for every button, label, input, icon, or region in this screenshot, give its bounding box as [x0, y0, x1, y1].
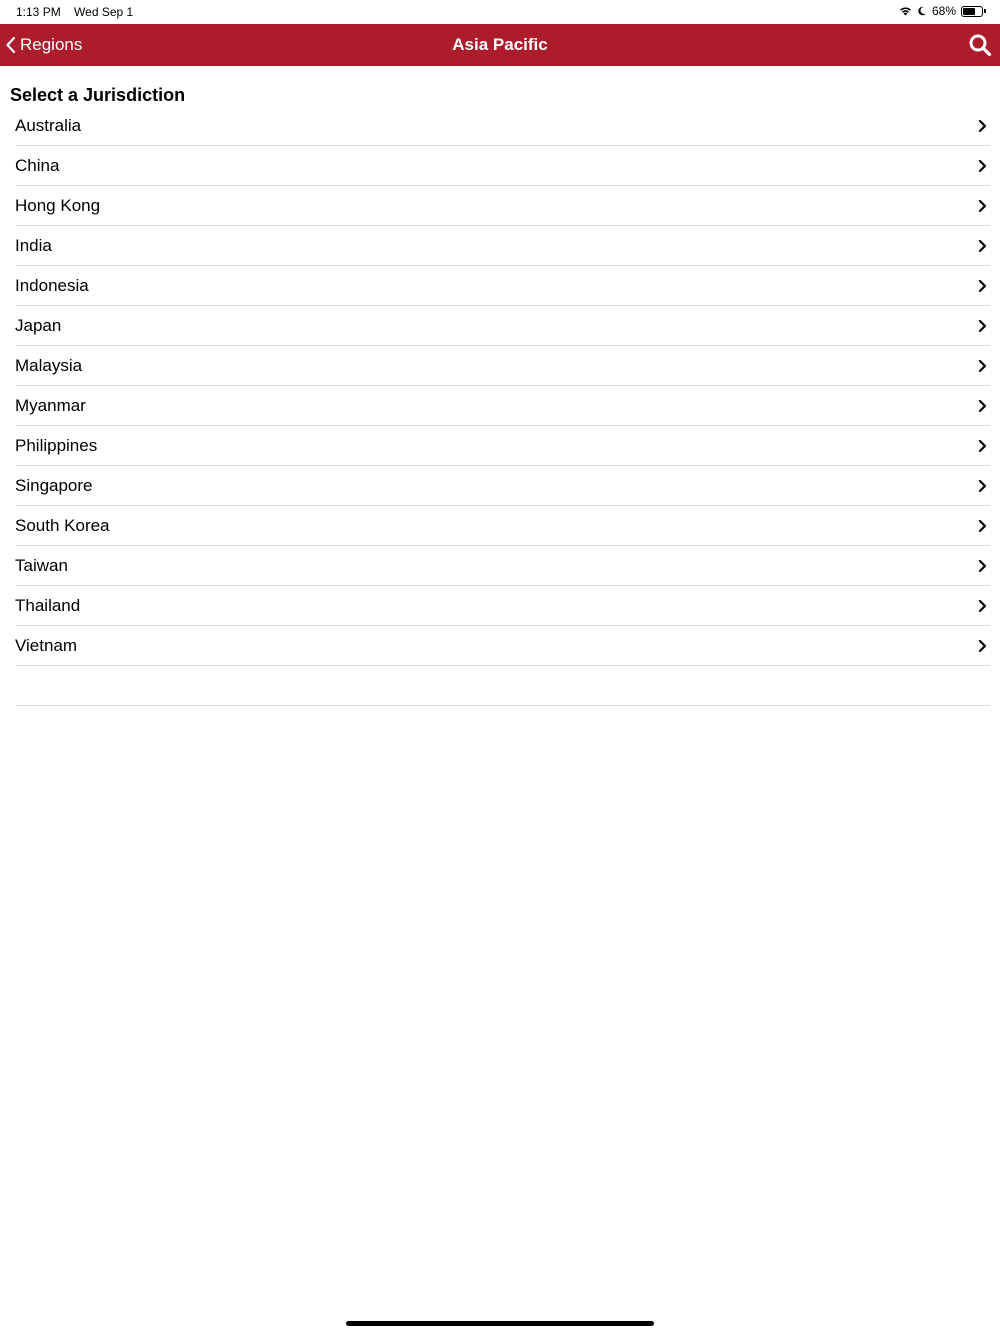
list-item-label: Indonesia [15, 275, 89, 295]
chevron-right-icon [976, 159, 988, 173]
status-date: Wed Sep 1 [74, 5, 134, 19]
status-indicators [899, 4, 986, 18]
list-item[interactable] [15, 186, 990, 226]
back-button-label: Regions [20, 35, 83, 54]
list-item[interactable] [15, 146, 990, 186]
chevron-right-icon [976, 359, 988, 373]
list-item[interactable] [15, 226, 990, 266]
list-item[interactable] [15, 386, 990, 426]
list-item-label: Malaysia [15, 355, 83, 375]
search-icon[interactable] [968, 33, 992, 57]
list-item[interactable] [15, 306, 990, 346]
chevron-right-icon [976, 439, 988, 453]
list-item-label: Taiwan [15, 555, 68, 575]
list-item[interactable] [15, 586, 990, 626]
status-bar [0, 0, 1000, 24]
list-item[interactable] [15, 546, 990, 586]
chevron-right-icon [976, 119, 988, 133]
jurisdiction-list [15, 106, 990, 706]
chevron-right-icon [976, 399, 988, 413]
list-item[interactable] [15, 466, 990, 506]
list-item-label: Thailand [15, 595, 81, 615]
list-item-label: Japan [15, 315, 62, 335]
chevron-left-icon [4, 36, 18, 54]
back-button[interactable] [4, 24, 82, 66]
chevron-right-icon [976, 279, 988, 293]
empty-row [15, 666, 990, 706]
status-time: 1:13 PM [16, 5, 61, 19]
chevron-right-icon [976, 199, 988, 213]
list-item-label: Australia [15, 115, 82, 135]
list-item-label: Philippines [15, 435, 98, 455]
list-item[interactable] [15, 266, 990, 306]
list-item[interactable] [15, 346, 990, 386]
wifi-icon [899, 6, 912, 16]
battery-percentage: 68% [931, 4, 956, 18]
chevron-right-icon [976, 559, 988, 573]
status-time-date [16, 5, 133, 19]
section-title: Select a Jurisdiction [10, 85, 186, 105]
battery-fill [963, 8, 975, 15]
chevron-right-icon [976, 239, 988, 253]
chevron-right-icon [976, 639, 988, 653]
page-title: Asia Pacific [452, 35, 548, 54]
list-item-label: Myanmar [15, 395, 86, 415]
list-item[interactable] [15, 506, 990, 546]
list-item[interactable] [15, 106, 990, 146]
chevron-right-icon [976, 479, 988, 493]
chevron-right-icon [976, 599, 988, 613]
chevron-right-icon [976, 319, 988, 333]
list-item-label: Vietnam [15, 635, 78, 655]
list-item[interactable] [15, 626, 990, 666]
list-item-label: Hong Kong [15, 195, 101, 215]
list-item-label: China [15, 155, 60, 175]
home-indicator[interactable] [346, 1321, 654, 1326]
list-item-label: Singapore [15, 475, 93, 495]
battery-icon [961, 6, 983, 17]
navigation-bar [0, 24, 1000, 66]
list-item-label: India [15, 235, 52, 255]
battery-tip [984, 9, 986, 13]
list-item-label: South Korea [15, 515, 110, 535]
list-item[interactable] [15, 426, 990, 466]
moon-icon [917, 6, 927, 16]
chevron-right-icon [976, 519, 988, 533]
